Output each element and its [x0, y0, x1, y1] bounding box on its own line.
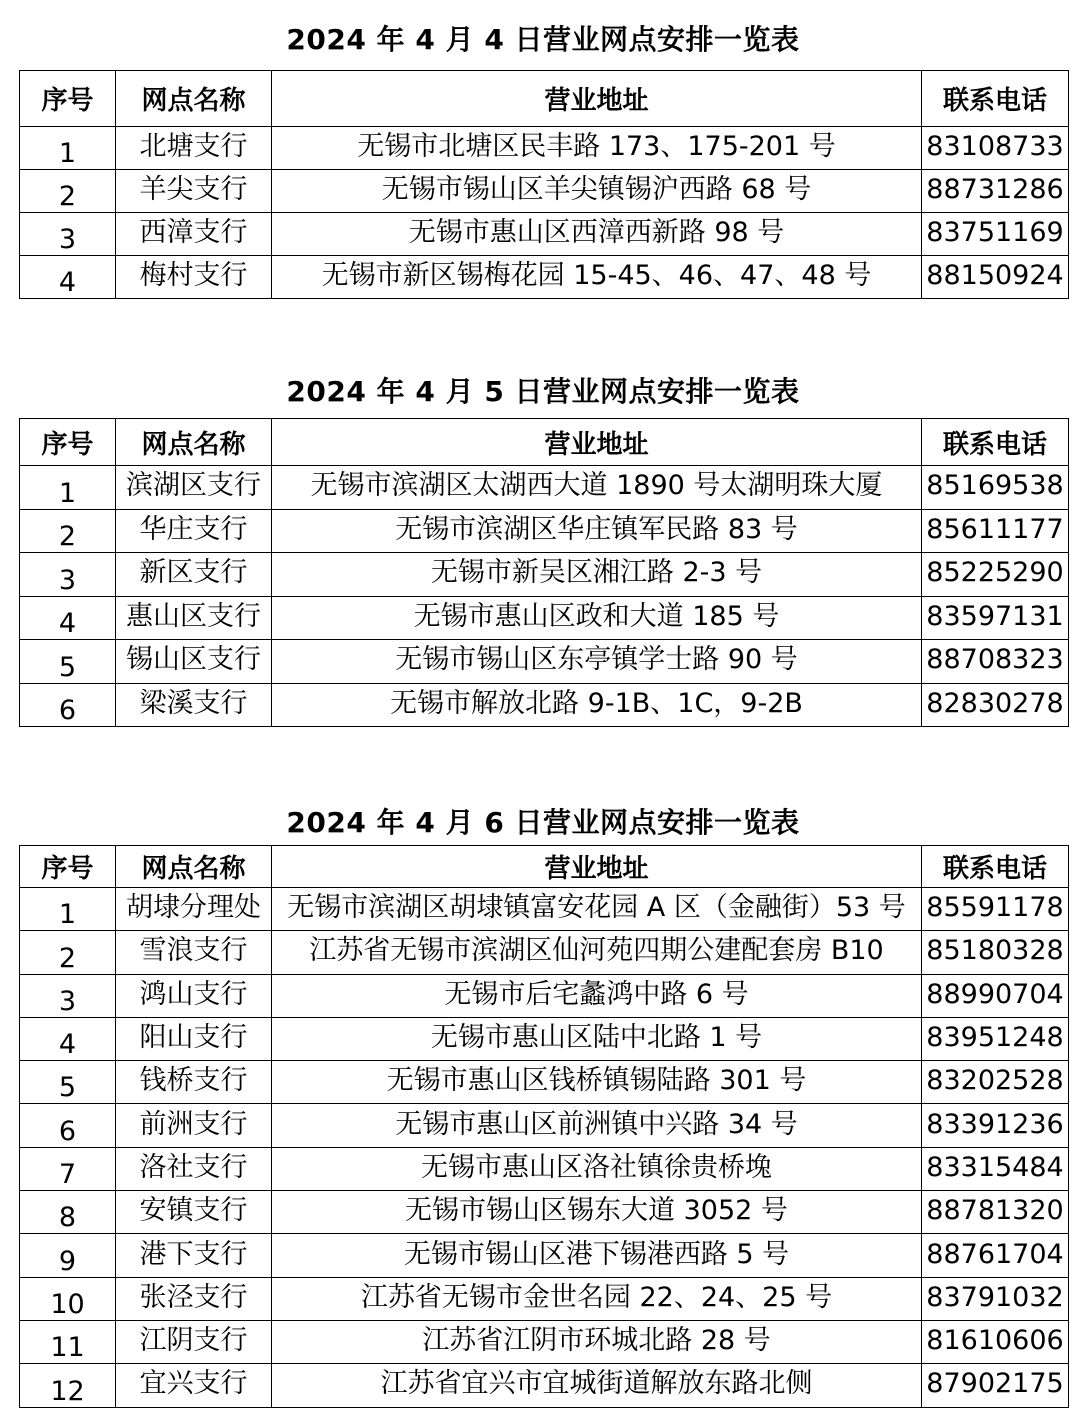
cell-address: 无锡市滨湖区胡埭镇富安花园 A 区（金融街）53 号: [272, 888, 922, 931]
cell-index: 7: [20, 1147, 116, 1190]
table-row: [20, 256, 1069, 299]
cell-branch-name: 北塘支行: [116, 127, 272, 170]
cell-phone: 85180328: [922, 931, 1069, 974]
table-row: [20, 1364, 1069, 1407]
cell-index: 4: [20, 256, 116, 299]
branch-table: [19, 418, 1069, 727]
table-row: [20, 170, 1069, 213]
cell-branch-name: 胡埭分理处: [116, 888, 272, 931]
cell-branch-name: 洛社支行: [116, 1147, 272, 1190]
cell-index: 8: [20, 1191, 116, 1234]
table-row: [20, 1191, 1069, 1234]
cell-branch-name: 钱桥支行: [116, 1061, 272, 1104]
cell-address: 江苏省无锡市金世名园 22、24、25 号: [272, 1277, 922, 1320]
table-row: [20, 1104, 1069, 1147]
header-address: 营业地址: [272, 71, 922, 127]
cell-address: 无锡市惠山区前洲镇中兴路 34 号: [272, 1104, 922, 1147]
cell-branch-name: 港下支行: [116, 1234, 272, 1277]
cell-branch-name: 锡山区支行: [116, 640, 272, 684]
header-index: 序号: [20, 71, 116, 127]
cell-address: 江苏省江阴市环城北路 28 号: [272, 1320, 922, 1363]
cell-index: 1: [20, 888, 116, 931]
cell-index: 5: [20, 640, 116, 684]
header-phone: 联系电话: [922, 71, 1069, 127]
cell-phone: 85591178: [922, 888, 1069, 931]
cell-phone: 85225290: [922, 553, 1069, 597]
cell-address: 无锡市滨湖区华庄镇军民路 83 号: [272, 509, 922, 553]
cell-address: 无锡市解放北路 9-1B、1C，9-2B: [272, 683, 922, 727]
cell-index: 1: [20, 127, 116, 170]
cell-branch-name: 惠山区支行: [116, 596, 272, 640]
cell-index: 3: [20, 213, 116, 256]
cell-branch-name: 江阴支行: [116, 1320, 272, 1363]
cell-index: 1: [20, 466, 116, 510]
cell-phone: 83202528: [922, 1061, 1069, 1104]
cell-branch-name: 西漳支行: [116, 213, 272, 256]
header-address: 营业地址: [272, 419, 922, 466]
cell-index: 4: [20, 596, 116, 640]
cell-index: 2: [20, 509, 116, 553]
table-row: [20, 213, 1069, 256]
table-row: [20, 974, 1069, 1017]
cell-address: 无锡市滨湖区太湖西大道 1890 号太湖明珠大厦: [272, 466, 922, 510]
cell-address: 无锡市锡山区东亭镇学士路 90 号: [272, 640, 922, 684]
table-row: [20, 127, 1069, 170]
cell-phone: 88150924: [922, 256, 1069, 299]
table-row: [20, 596, 1069, 640]
cell-index: 5: [20, 1061, 116, 1104]
table-row: [20, 466, 1069, 510]
table-header-row: [20, 846, 1069, 888]
cell-phone: 83108733: [922, 127, 1069, 170]
cell-branch-name: 梁溪支行: [116, 683, 272, 727]
header-phone: 联系电话: [922, 846, 1069, 888]
cell-branch-name: 雪浪支行: [116, 931, 272, 974]
table-row: [20, 1234, 1069, 1277]
cell-address: 无锡市锡山区羊尖镇锡沪西路 68 号: [272, 170, 922, 213]
table-header-row: [20, 419, 1069, 466]
cell-address: 无锡市惠山区政和大道 185 号: [272, 596, 922, 640]
cell-address: 无锡市新区锡梅花园 15-45、46、47、48 号: [272, 256, 922, 299]
cell-index: 4: [20, 1017, 116, 1060]
cell-index: 3: [20, 553, 116, 597]
cell-branch-name: 羊尖支行: [116, 170, 272, 213]
cell-phone: 83951248: [922, 1017, 1069, 1060]
header-index: 序号: [20, 419, 116, 466]
table-body: [20, 127, 1069, 299]
header-index: 序号: [20, 846, 116, 888]
cell-branch-name: 安镇支行: [116, 1191, 272, 1234]
table-row: [20, 1061, 1069, 1104]
cell-address: 无锡市惠山区陆中北路 1 号: [272, 1017, 922, 1060]
cell-phone: 83791032: [922, 1277, 1069, 1320]
cell-phone: 81610606: [922, 1320, 1069, 1363]
cell-phone: 83315484: [922, 1147, 1069, 1190]
table-row: [20, 931, 1069, 974]
table-row: [20, 1277, 1069, 1320]
cell-branch-name: 前洲支行: [116, 1104, 272, 1147]
table-row: [20, 509, 1069, 553]
cell-address: 无锡市惠山区西漳西新路 98 号: [272, 213, 922, 256]
table-row: [20, 888, 1069, 931]
table-row: [20, 1320, 1069, 1363]
cell-branch-name: 张泾支行: [116, 1277, 272, 1320]
cell-index: 2: [20, 170, 116, 213]
cell-address: 无锡市惠山区钱桥镇锡陆路 301 号: [272, 1061, 922, 1104]
cell-phone: 83391236: [922, 1104, 1069, 1147]
cell-address: 无锡市后宅蠡鸿中路 6 号: [272, 974, 922, 1017]
header-address: 营业地址: [272, 846, 922, 888]
cell-address: 无锡市锡山区港下锡港西路 5 号: [272, 1234, 922, 1277]
cell-index: 10: [20, 1277, 116, 1320]
cell-phone: 85169538: [922, 466, 1069, 510]
table-row: [20, 683, 1069, 727]
cell-branch-name: 阳山支行: [116, 1017, 272, 1060]
cell-address: 无锡市锡山区锡东大道 3052 号: [272, 1191, 922, 1234]
cell-index: 12: [20, 1364, 116, 1407]
cell-address: 无锡市新吴区湘江路 2-3 号: [272, 553, 922, 597]
table-row: [20, 553, 1069, 597]
cell-branch-name: 新区支行: [116, 553, 272, 597]
table-header-row: [20, 71, 1069, 127]
cell-phone: 88708323: [922, 640, 1069, 684]
cell-index: 6: [20, 683, 116, 727]
cell-phone: 85611177: [922, 509, 1069, 553]
branch-table: [19, 845, 1069, 1408]
table-row: [20, 1017, 1069, 1060]
cell-phone: 88781320: [922, 1191, 1069, 1234]
section-title: 2024 年 4 月 6 日营业网点安排一览表: [286, 806, 800, 839]
cell-index: 3: [20, 974, 116, 1017]
table-body: [20, 466, 1069, 727]
cell-phone: 88990704: [922, 974, 1069, 1017]
cell-phone: 83751169: [922, 213, 1069, 256]
table-row: [20, 1147, 1069, 1190]
cell-index: 2: [20, 931, 116, 974]
cell-branch-name: 华庄支行: [116, 509, 272, 553]
cell-phone: 87902175: [922, 1364, 1069, 1407]
cell-branch-name: 鸿山支行: [116, 974, 272, 1017]
cell-branch-name: 梅村支行: [116, 256, 272, 299]
header-name: 网点名称: [116, 846, 272, 888]
section-title: 2024 年 4 月 4 日营业网点安排一览表: [286, 23, 800, 56]
table-body: [20, 888, 1069, 1408]
section-title: 2024 年 4 月 5 日营业网点安排一览表: [286, 375, 800, 408]
branch-table: [19, 70, 1069, 299]
header-phone: 联系电话: [922, 419, 1069, 466]
cell-address: 无锡市北塘区民丰路 173、175-201 号: [272, 127, 922, 170]
cell-index: 6: [20, 1104, 116, 1147]
cell-phone: 83597131: [922, 596, 1069, 640]
cell-branch-name: 宜兴支行: [116, 1364, 272, 1407]
cell-address: 江苏省无锡市滨湖区仙河苑四期公建配套房 B10: [272, 931, 922, 974]
cell-phone: 88731286: [922, 170, 1069, 213]
cell-branch-name: 滨湖区支行: [116, 466, 272, 510]
header-name: 网点名称: [116, 419, 272, 466]
cell-index: 11: [20, 1320, 116, 1363]
cell-phone: 82830278: [922, 683, 1069, 727]
cell-address: 江苏省宜兴市宜城街道解放东路北侧: [272, 1364, 922, 1407]
cell-index: 9: [20, 1234, 116, 1277]
table-row: [20, 640, 1069, 684]
cell-phone: 88761704: [922, 1234, 1069, 1277]
header-name: 网点名称: [116, 71, 272, 127]
cell-address: 无锡市惠山区洛社镇徐贵桥堍: [272, 1147, 922, 1190]
